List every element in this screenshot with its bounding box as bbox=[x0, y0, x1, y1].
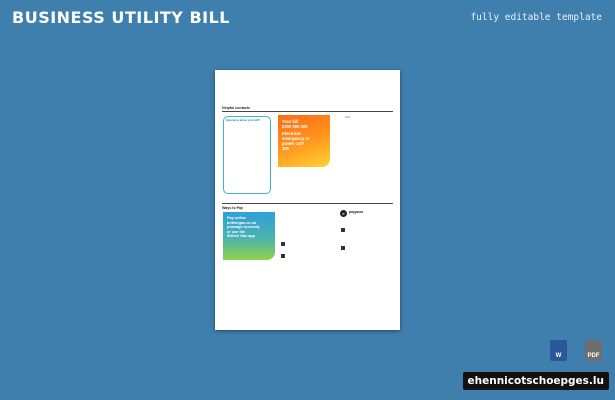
questions-box-heading: Questions about your bill? bbox=[226, 119, 261, 122]
site-name-badge: ehennicotschoepges.lu bbox=[463, 372, 609, 390]
card-icon bbox=[281, 254, 285, 258]
word-file-icon: W bbox=[550, 340, 567, 361]
contact-line: Electrical bbox=[282, 131, 301, 136]
pay-line: Pay online bbox=[227, 216, 246, 220]
section-title-ways-to-pay: Ways to Pay bbox=[222, 206, 244, 210]
right-contact-text bbox=[345, 116, 395, 140]
pay-line: britishgas.co.uk bbox=[227, 220, 257, 225]
contact-line: power cut? bbox=[282, 141, 305, 146]
document-icon bbox=[341, 246, 345, 250]
right-contact-prefix: Your bbox=[345, 116, 351, 119]
section-divider bbox=[222, 203, 393, 204]
house-icon bbox=[341, 228, 345, 232]
section-title-helpful-contacts: Helpful contacts bbox=[222, 106, 250, 110]
paypoint-label: paypoint bbox=[349, 211, 364, 214]
pay-line: or use the bbox=[227, 229, 246, 234]
page-subtitle: fully editable template bbox=[470, 12, 602, 23]
pdf-file-icon: PDF bbox=[585, 340, 602, 361]
contact-line: Your bill bbox=[282, 119, 299, 124]
contact-gradient-box bbox=[278, 115, 330, 167]
paypoint-logo-icon: P bbox=[340, 210, 347, 217]
pay-online-gradient-box bbox=[223, 212, 275, 260]
questions-box bbox=[223, 116, 271, 194]
bill-document-preview bbox=[215, 70, 400, 330]
contact-line: 105 bbox=[282, 146, 289, 151]
phone-icon bbox=[281, 242, 285, 246]
contact-line: 0300 000 000 bbox=[282, 124, 308, 129]
pay-line: (manage account) bbox=[227, 225, 260, 230]
contact-line: emergency or bbox=[282, 136, 310, 141]
section-divider bbox=[222, 111, 393, 112]
page-title: BUSINESS UTILITY BILL bbox=[12, 8, 230, 27]
pay-line: British Gas app bbox=[227, 234, 256, 239]
